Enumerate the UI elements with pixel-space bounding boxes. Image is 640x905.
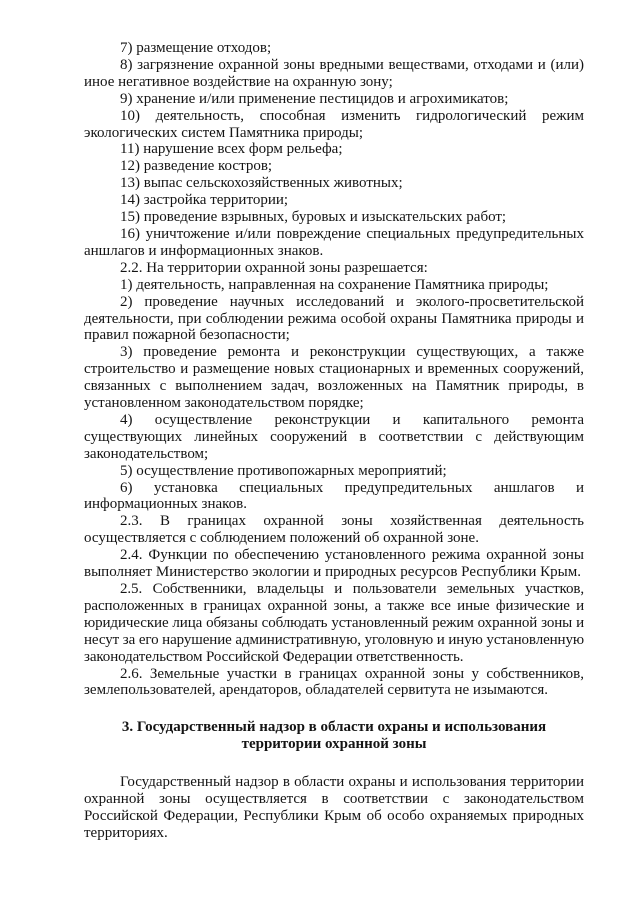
- clause-2-2: 2.2. На территории охранной зоны разрешается:: [120, 259, 428, 276]
- list-item: 7) размещение отходов;: [120, 40, 272, 56]
- list-item: 14) застройка территории;: [120, 192, 289, 209]
- clause-2-3: 2.3. В границах охранной зоны хозяйственная деятельность осуществляется с соблюдением положений об охранной зоне.: [84, 513, 584, 547]
- list-item: 6) установка специальных предупредительных аншлагов и информационных знаков.: [84, 479, 584, 513]
- list-item: 11) нарушение всех форм рельефа;: [120, 141, 343, 158]
- list-item: 9) хранение и/или применение пестицидов и агрохимикатов;: [120, 90, 509, 107]
- list-item: 4) осуществление реконструкции и капитального ремонта существующих линейных сооружений в соответствии с действующим законодательством;: [84, 411, 584, 462]
- section-3-heading-line-1: 3. Государственный надзор в области охраны и использования: [121, 719, 547, 736]
- list-item: 1) деятельность, направленная на сохранение Памятника природы;: [120, 276, 549, 293]
- section-3-heading: [84, 719, 584, 753]
- section-3-heading-line-2: территории охранной зоны: [241, 736, 427, 753]
- section-3-body: Государственный надзор в области охраны и использования территории охранной зоны осуществляется в соответствии с законодательством Российской Федерации, Республики Крым об особо охраняемых природных территориях.: [84, 774, 584, 841]
- list-item: 15) проведение взрывных, буровых и изыскательских работ;: [120, 209, 507, 226]
- document-page: [84, 40, 584, 842]
- list-item: 5) осуществление противопожарных мероприятий;: [120, 462, 447, 479]
- list-item: 13) выпас сельскохозяйственных животных;: [120, 175, 403, 192]
- list-item: 3) проведение ремонта и реконструкции существующих, а также строительство и размещение новых стационарных и временных сооружений, связанных с выполнением задач, возложенных на Памятник природы, в установленном законодательством порядке;: [84, 344, 584, 412]
- list-item: 12) разведение костров;: [120, 158, 273, 175]
- clause-2-6: 2.6. Земельные участки в границах охранной зоны у собственников, землепользователей, арендаторов, обладателей сервитута не изымаются.: [84, 665, 584, 699]
- list-item: 2) проведение научных исследований и эколого-просветительской деятельности, при соблюдении режима особой охраны Памятника природы и правил пожарной безопасности;: [84, 293, 584, 344]
- clause-2-5: 2.5. Собственники, владельцы и пользователи земельных участков, расположенных в границах охранной зоны, а также все иные физические и юридические лица обязаны соблюдать установленный режим охранной зоны и несут за его нарушение административную, уголовную и иную установленную законодательством Российской Федерации ответственность.: [84, 581, 584, 665]
- list-item: 10) деятельность, способная изменить гидрологический режим экологических систем Памятника природы;: [84, 107, 584, 141]
- list-item: 8) загрязнение охранной зоны вредными веществами, отходами и (или) иное негативное воздействие на охранную зону;: [84, 56, 584, 90]
- list-item: 16) уничтожение и/или повреждение специальных предупредительных аншлагов и информационных знаков.: [84, 225, 584, 259]
- clause-2-4: 2.4. Функции по обеспечению установленного режима охранной зоны выполняет Министерство экологии и природных ресурсов Республики Крым.: [84, 547, 584, 581]
